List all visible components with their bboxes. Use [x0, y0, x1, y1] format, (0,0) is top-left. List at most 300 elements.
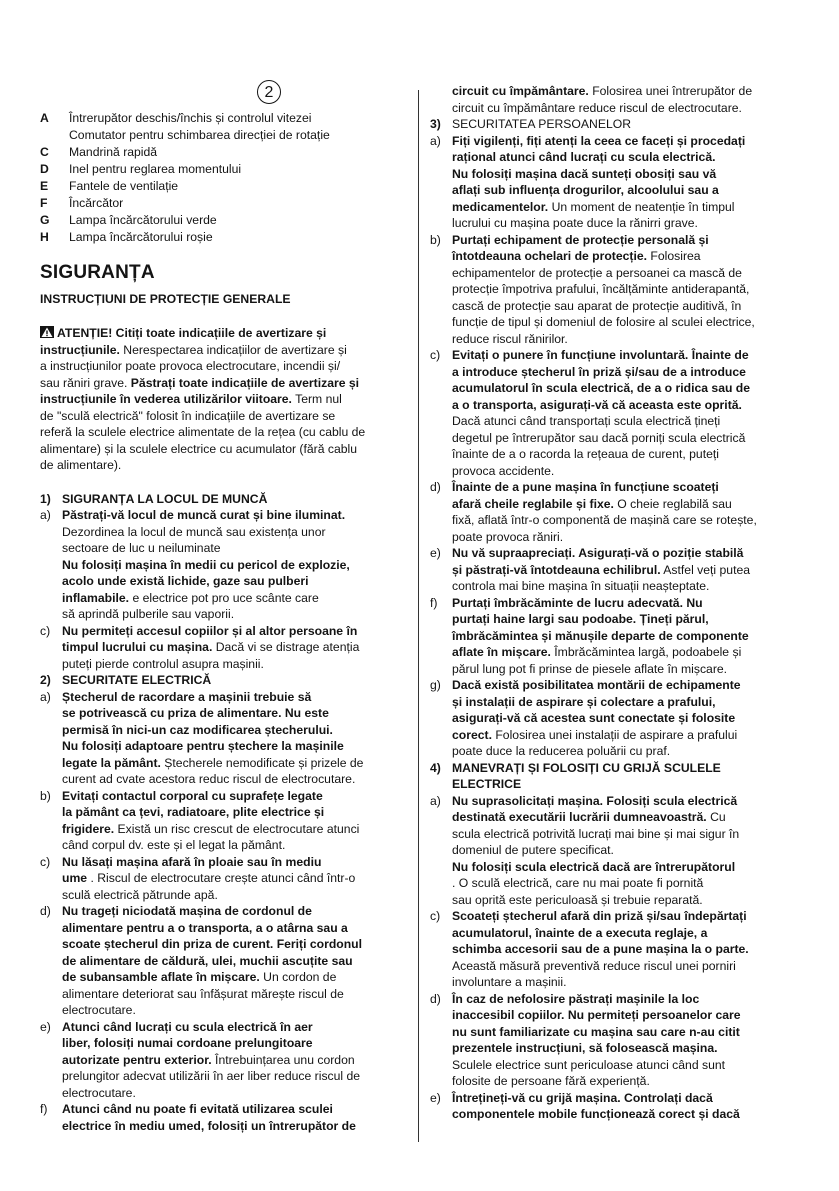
- page-subtitle: INSTRUCȚIUNI DE PROTECȚIE GENERALE: [40, 292, 291, 306]
- bold-text: Dacă există posibilitatea montării de echipamente: [452, 678, 741, 692]
- item-marker: d): [40, 904, 51, 918]
- text-line: [62, 936, 409, 953]
- item-body: [40, 507, 409, 623]
- text-line: [62, 705, 409, 722]
- plain-text: sectoare de luc u neiluminate: [62, 541, 221, 555]
- text-line: [452, 793, 803, 810]
- warning-text: alimentare) și la sculele electrice cu acumulator (fără cablu: [40, 441, 358, 456]
- text-line: [62, 1068, 409, 1085]
- text-line: [452, 710, 803, 727]
- plain-text: Îmbrăcămintea largă, podoabele și: [550, 645, 742, 659]
- bold-text: și păstrați-vă întotdeauna echilibrul.: [452, 562, 661, 577]
- bold-text: frigidere.: [62, 821, 115, 836]
- item-marker: b): [40, 788, 51, 803]
- text-line: [62, 722, 409, 739]
- item-marker: e): [430, 1090, 441, 1105]
- section-title: SIGURANȚA LA LOCUL DE MUNCĂ: [62, 491, 268, 506]
- text-line: [62, 557, 409, 574]
- item-body: [430, 232, 803, 348]
- bold-text: aflați sub influența drogurilor, alcoolului sau a: [452, 183, 719, 197]
- text-line: [452, 1057, 803, 1074]
- bold-text: timpul lucrului cu mașina.: [62, 640, 213, 654]
- item-body: [430, 133, 803, 232]
- text-line: [452, 512, 803, 529]
- plain-text: Folosirea unei instalații de aspirare a prafului: [491, 727, 738, 742]
- text-line: [62, 969, 409, 986]
- plain-text: alimentare deteriorat sau înfășurat mărește riscul de: [62, 986, 344, 1001]
- list-item: [430, 793, 803, 909]
- text-line: [62, 606, 409, 623]
- text-line: [62, 1101, 409, 1118]
- legend-key: E: [40, 179, 49, 193]
- item-body: [430, 677, 803, 760]
- list-item: [40, 623, 409, 673]
- component-legend: [40, 110, 409, 246]
- section-number: 1): [40, 491, 51, 506]
- warning-text: de "sculă electrică" folosit în indicațiile de avertizare se: [40, 408, 336, 423]
- text-line: [452, 347, 803, 364]
- bold-text: îmbrăcămintea și mănușile departe de componente: [452, 628, 749, 643]
- text-line: [452, 298, 803, 315]
- list-item: [40, 507, 409, 623]
- plain-text: electrocutare.: [62, 1085, 136, 1100]
- text-line: [452, 595, 803, 612]
- legend-key: A: [40, 111, 49, 125]
- text-line: [452, 677, 803, 694]
- item-marker: f): [40, 1102, 48, 1116]
- bold-text: aflate în mișcare.: [452, 645, 551, 659]
- bold-text: Nu trageți niciodată mașina de cordonul de: [62, 904, 312, 918]
- text-line: [62, 1052, 409, 1069]
- bold-text: a o transporta, asigurați-vă că aceasta este oprită.: [452, 397, 742, 412]
- bold-text: prezentele instrucțiuni, să folosească mașina.: [452, 1041, 718, 1055]
- legend-text: Lampa încărcătorului roșie: [69, 230, 213, 244]
- text-line: [452, 100, 803, 117]
- plain-text: Ștecherele nemodificate și prizele de: [160, 755, 364, 770]
- text-line: [452, 694, 803, 711]
- bold-text: asigurați-vă că acestea sunt conectate și folosite: [452, 711, 736, 725]
- legend-item: [40, 195, 409, 212]
- bold-text: Purtați îmbrăcăminte de lucru adecvată. Nu: [452, 595, 703, 610]
- plain-text: funcție de tipul și domeniul de folosire al sculei electrice,: [452, 315, 755, 329]
- item-body: [430, 991, 803, 1090]
- plain-text: înainte de a o racorda la rețeaua de curent, puteți: [452, 447, 719, 461]
- text-line: [62, 953, 409, 970]
- legend-item: [40, 127, 409, 144]
- text-line: [62, 986, 409, 1003]
- plain-text: Întrebuințarea unu cordon: [211, 1052, 355, 1067]
- text-line: [452, 133, 803, 150]
- bold-text: nu sunt familiarizate cu mașina sau care n-au citit: [452, 1024, 740, 1039]
- text-line: [452, 380, 803, 397]
- text-line: [62, 1085, 409, 1102]
- bold-text: Atunci când nu poate fi evitată utilizarea sculei: [62, 1102, 333, 1116]
- plain-text: provoca accidente.: [452, 463, 555, 478]
- plain-text: electrocutare.: [62, 1003, 136, 1017]
- item-marker: a): [430, 133, 441, 148]
- item-body: [40, 1019, 409, 1102]
- legend-text: Încărcător: [69, 196, 124, 210]
- bold-text: Nu folosiți mașina în medii cu pericol de explozie,: [62, 557, 350, 572]
- bold-text: Nu folosiți adaptoare pentru ștechere la mașinile: [62, 739, 344, 753]
- warning-line: [40, 342, 409, 359]
- text-line: [62, 854, 409, 871]
- bold-text: inflamabile.: [62, 590, 130, 605]
- text-line: [452, 314, 803, 331]
- right-sections: [430, 116, 803, 1123]
- warning-line: [40, 408, 409, 425]
- text-line: [452, 809, 803, 826]
- plain-text: Folosirea unei întrerupător de: [588, 84, 753, 98]
- text-line: [452, 875, 803, 892]
- text-line: [452, 1106, 803, 1123]
- item-marker: b): [430, 232, 441, 247]
- legend-item: [40, 212, 409, 229]
- text-line: [452, 628, 803, 645]
- section-heading: [430, 116, 803, 133]
- text-line: [452, 281, 803, 298]
- plain-text: cască de protecție sau aparat de protecție auditivă, în: [452, 298, 742, 313]
- bold-text: Evitați contactul corporal cu suprafețe legate: [62, 788, 323, 803]
- text-line: [62, 573, 409, 590]
- warning-line: [40, 391, 409, 408]
- bold-text: Fiți vigilenți, fiți atenți la ceea ce faceți și procedați: [452, 133, 746, 148]
- bold-text: Nu lăsați mașina afară în ploaie sau în mediu: [62, 854, 322, 869]
- item-marker: a): [40, 689, 51, 704]
- list-item: [40, 903, 409, 1019]
- text-line: [452, 265, 803, 282]
- text-line: [62, 755, 409, 772]
- warning-text: Nerespectarea indicațiilor de avertizare și: [119, 342, 347, 357]
- plain-text: Dacă atunci când transportați scula electrică țineți: [452, 414, 721, 428]
- text-line: [62, 1019, 409, 1036]
- warning-line: [40, 457, 409, 474]
- legend-key: F: [40, 196, 48, 210]
- plain-text: circuit cu împământare reduce riscul de electrocutare.: [452, 100, 742, 115]
- text-line: [452, 479, 803, 496]
- warning-line: [40, 375, 409, 392]
- item-body: [40, 788, 409, 854]
- text-line: [452, 331, 803, 348]
- list-item: [40, 788, 409, 854]
- legend-text: Întrerupător deschis/închis și controlul vitezei: [69, 111, 312, 125]
- plain-text: Un moment de neatenție în timpul: [548, 199, 735, 214]
- bold-text: acumulatorul, înainte de a executa reglaje, a: [452, 925, 708, 940]
- text-line: [452, 463, 803, 480]
- item-marker: d): [430, 480, 441, 494]
- bold-text: Purtați echipament de protecție personală și: [452, 232, 709, 247]
- text-line: [62, 1118, 409, 1135]
- text-line: [62, 689, 409, 706]
- list-item: [40, 1101, 409, 1134]
- text-line: [452, 364, 803, 381]
- text-line: [452, 413, 803, 430]
- legend-text: Mandrină rapidă: [69, 145, 158, 159]
- plain-text: sculă electrică pătrunde apă.: [62, 887, 218, 902]
- bold-text: electrice în mediu umed, folosiți un întrerupător de: [62, 1118, 356, 1133]
- list-item: [430, 545, 803, 595]
- bold-text: Atunci când lucrați cu scula electrică în aer: [62, 1019, 313, 1034]
- plain-text: Folosirea: [647, 249, 701, 263]
- bold-text: se potrivească cu priza de alimentare. Nu este: [62, 706, 329, 720]
- text-line: [452, 430, 803, 447]
- text-line: [452, 578, 803, 595]
- bold-text: afară cheile reglabile și fixe.: [452, 496, 614, 511]
- bold-text: circuit cu împământare.: [452, 84, 589, 98]
- text-line: [62, 920, 409, 937]
- list-item: [40, 1019, 409, 1102]
- bold-text: acolo unde există lichide, gaze sau pulberi: [62, 574, 309, 588]
- item-body: [40, 1101, 409, 1134]
- warning-text: de alimentare).: [40, 458, 122, 472]
- item-body: [40, 623, 409, 673]
- warning-line: [40, 424, 409, 441]
- bold-text: acumulatorul în scula electrică, de a o ridica sau de: [452, 381, 751, 395]
- section-number: 2): [40, 673, 51, 687]
- bold-text: schimba accesorii sau de a pune mașina la o parte.: [452, 942, 749, 956]
- section-number: 4): [430, 760, 441, 775]
- text-line: [62, 1002, 409, 1019]
- text-line: [62, 788, 409, 805]
- plain-text: Astfel veți putea: [660, 562, 751, 577]
- text-line: [452, 529, 803, 546]
- item-body: [40, 854, 409, 904]
- warning-triangle-icon: [40, 326, 54, 338]
- list-item: [430, 479, 803, 545]
- section-title: SECURITATE ELECTRICĂ: [62, 673, 212, 687]
- right-column: [430, 83, 803, 1123]
- bold-text: permisă în nici-un caz modificarea ștecherului.: [62, 722, 333, 737]
- plain-text: Sculele electrice sunt periculoase atunci când sunt: [452, 1057, 726, 1072]
- text-line: [62, 639, 409, 656]
- list-item: [430, 991, 803, 1090]
- text-line: [452, 925, 803, 942]
- plain-text: involuntare a mașinii.: [452, 975, 567, 989]
- plain-text: . Riscul de electrocutare crește atunci când într-o: [87, 871, 356, 885]
- plain-text: . O sculă electrică, care nu mai poate fi pornită: [452, 876, 704, 890]
- item-body: [430, 908, 803, 991]
- text-line: [452, 1007, 803, 1024]
- item-marker: e): [40, 1019, 51, 1034]
- text-line: [452, 562, 803, 579]
- text-line: [452, 496, 803, 513]
- bold-text: Nu suprasolicitați mașina. Folosiți scula electrică: [452, 793, 738, 808]
- plain-text: să aprindă pulberile sau vaporii.: [62, 607, 235, 621]
- item-body: [430, 479, 803, 545]
- bold-text: Nu folosiți scula electrică dacă are întrerupătorul: [452, 859, 736, 874]
- text-line: [62, 656, 409, 673]
- text-line: [452, 958, 803, 975]
- item-body: [430, 1090, 803, 1123]
- text-line: [452, 743, 803, 760]
- list-item: [430, 232, 803, 348]
- item-body: [430, 347, 803, 479]
- bold-text: întotdeauna ochelari de protecție.: [452, 249, 648, 263]
- text-line: [452, 727, 803, 744]
- plain-text: degetul pe întrerupător sau dacă porniți scula electrică: [452, 430, 746, 445]
- item-marker: a): [40, 508, 51, 522]
- plain-text: Există un risc crescut de electrocutare atunci: [114, 821, 360, 836]
- plain-text: Dacă vi se distrage atenția: [212, 640, 360, 654]
- plain-text: e electrice pot pro uce scânte care: [129, 590, 319, 605]
- plain-text: prelungitor adecvat utilizării în aer liber reduce riscul de: [62, 1069, 361, 1083]
- item-body: [430, 545, 803, 595]
- legend-key: G: [40, 213, 50, 227]
- text-line: [62, 887, 409, 904]
- text-line: [452, 908, 803, 925]
- text-line: [62, 771, 409, 788]
- warning-text: Term nul: [291, 392, 342, 406]
- section-heading: [40, 672, 409, 689]
- plain-text: scula electrică potrivită lucrați mai bine și mai sigur în: [452, 826, 740, 841]
- bold-text: corect.: [452, 727, 492, 742]
- warning-text: referă la sculele electrice alimentate de la rețea (cu cablu de: [40, 425, 366, 439]
- item-marker: c): [430, 348, 441, 362]
- warning-text: sau răniri grave.: [40, 375, 131, 390]
- bold-text: Păstrați-vă locul de muncă curat și bine iluminat.: [62, 508, 346, 522]
- left-column: [40, 84, 409, 1134]
- bold-text: inaccesibil copiilor. Nu permiteți persoanelor care: [452, 1008, 741, 1022]
- plain-text: fixă, aflată într-o componentă de mașină care se rotește,: [452, 513, 757, 527]
- item-body: [430, 793, 803, 909]
- item-marker: e): [430, 546, 441, 560]
- text-line: [452, 644, 803, 661]
- bold-text: a introduce ștecherul în priză și/sau de a introduce: [452, 364, 746, 379]
- text-line: [452, 661, 803, 678]
- bold-text: Scoateți ștecherul afară din priză și/sau îndepărtați: [452, 909, 747, 923]
- text-line: [62, 738, 409, 755]
- text-line: [452, 1073, 803, 1090]
- item-marker: a): [430, 793, 441, 808]
- bold-text: și instalații de aspirare și colectare a prafului,: [452, 694, 716, 709]
- plain-text: când corpul dv. este și el legat la pământ.: [62, 838, 286, 852]
- warning-text: Păstrați toate indicațiile de avertizare și: [130, 375, 360, 390]
- section-title: SECURITATEA PERSOANELOR: [452, 117, 632, 131]
- text-line: [452, 232, 803, 249]
- text-line: [452, 215, 803, 232]
- section-heading: [40, 491, 409, 508]
- plain-text: părul lung pot fi prinse de piesele aflate în mișcare.: [452, 661, 728, 676]
- text-line: [452, 1040, 803, 1057]
- warning-block: [40, 325, 409, 474]
- legend-item: [40, 110, 409, 127]
- list-item: [430, 908, 803, 991]
- text-line: [452, 446, 803, 463]
- bold-text: la pământ ca țevi, radiatoare, plite electrice și: [62, 805, 325, 819]
- bold-text: rațional atunci când lucrați cu scula electrică.: [452, 150, 716, 164]
- legend-key: H: [40, 230, 49, 244]
- list-item: [430, 595, 803, 678]
- text-line: [452, 199, 803, 216]
- text-line: [452, 149, 803, 166]
- plain-text: Cu: [706, 810, 726, 824]
- plain-text: protecție împotriva prafului, încălțăminte antiderapantă,: [452, 282, 750, 296]
- list-item: [430, 347, 803, 479]
- list-item: [430, 1090, 803, 1123]
- legend-text: Inel pentru reglarea momentului: [69, 162, 242, 176]
- bold-text: ume: [62, 871, 88, 885]
- warning-line: [40, 325, 409, 342]
- bold-text: autorizate pentru exterior.: [62, 1052, 212, 1067]
- warning-text: a instrucțiunilor poate provoca electrocutare, incendii și/: [40, 359, 341, 373]
- list-item: [40, 854, 409, 904]
- plain-text: Un cordon de: [259, 970, 337, 984]
- warning-text: instrucțiunile.: [40, 342, 120, 357]
- text-line: [452, 842, 803, 859]
- plain-text: Dezordinea la locul de muncă sau existența unor: [62, 524, 326, 539]
- text-line: [452, 1024, 803, 1041]
- bold-text: Nu vă supraapreciați. Asigurați-vă o poziție stabilă: [452, 546, 744, 560]
- bold-text: Evitați o punere în funcțiune involuntară. Înainte de: [452, 348, 749, 362]
- item-marker: c): [40, 854, 51, 869]
- section-title: MANEVRAȚI ȘI FOLOSIȚI CU GRIJĂ SCULELE: [452, 760, 721, 775]
- bold-text: medicamentelor.: [452, 199, 549, 214]
- item-body: [430, 595, 803, 678]
- list-item: [430, 133, 803, 232]
- text-line: [452, 248, 803, 265]
- item-body: [40, 689, 409, 788]
- text-line: [452, 397, 803, 414]
- text-line: [62, 540, 409, 557]
- legend-text: Fantele de ventilație: [69, 179, 179, 193]
- plain-text: poate provoca răniri.: [452, 529, 564, 544]
- plain-text: domeniul de putere specificat.: [452, 843, 614, 857]
- legend-item: [40, 178, 409, 195]
- legend-item: [40, 161, 409, 178]
- text-line: [452, 611, 803, 628]
- text-line: [62, 903, 409, 920]
- text-line: [452, 1090, 803, 1107]
- text-line: [62, 837, 409, 854]
- plain-text: curent ad cvate acestora reduc riscul de electrocutare.: [62, 772, 356, 786]
- legend-key: D: [40, 162, 49, 176]
- text-line: [452, 83, 803, 100]
- plain-text: reduce riscul rănirilor.: [452, 331, 568, 346]
- plain-text: echipamentelor de protecție a persoanei ca mască de: [452, 265, 742, 280]
- text-line: [62, 507, 409, 524]
- bold-text: Ștecherul de racordare a mașinii trebuie să: [62, 689, 312, 704]
- item-body: [40, 903, 409, 1019]
- section-title: ELECTRICE: [452, 777, 522, 791]
- text-line: [452, 166, 803, 183]
- text-line: [62, 821, 409, 838]
- bold-text: Întrețineți-vă cu grijă mașina. Controlați dacă: [452, 1090, 713, 1105]
- text-line: [62, 623, 409, 640]
- text-line: [452, 892, 803, 909]
- plain-text: lucrului cu mașina poate duce la rănirri grave.: [452, 216, 698, 230]
- text-line: [62, 804, 409, 821]
- legend-item: [40, 144, 409, 161]
- bold-text: Nu folosiți mașina dacă sunteți obosiți sau vă: [452, 166, 717, 181]
- text-line: [62, 524, 409, 541]
- item-marker: c): [40, 623, 51, 638]
- bold-text: Înainte de a pune mașina în funcțiune scoateți: [452, 480, 719, 494]
- text-line: [452, 941, 803, 958]
- plain-text: folosite de persoane fără experiență.: [452, 1074, 650, 1088]
- plain-text: sau oprită este periculoasă și trebuie reparată.: [452, 892, 703, 907]
- legend-text: Lampa încărcătorului verde: [69, 213, 217, 227]
- text-line: [452, 182, 803, 199]
- plain-text: Această măsură preventivă reduce riscul unei porniri: [452, 958, 736, 973]
- left-sections: [40, 491, 409, 1135]
- plain-text: O cheie reglabilă sau: [613, 496, 732, 511]
- item-marker: c): [430, 909, 441, 923]
- section-heading: [430, 760, 803, 793]
- legend-text: Comutator pentru schimbarea direcției de rotație: [69, 128, 330, 142]
- section-number: 3): [430, 117, 441, 131]
- bold-text: de subansamble aflate în mișcare.: [62, 970, 260, 984]
- item-marker: g): [430, 678, 441, 692]
